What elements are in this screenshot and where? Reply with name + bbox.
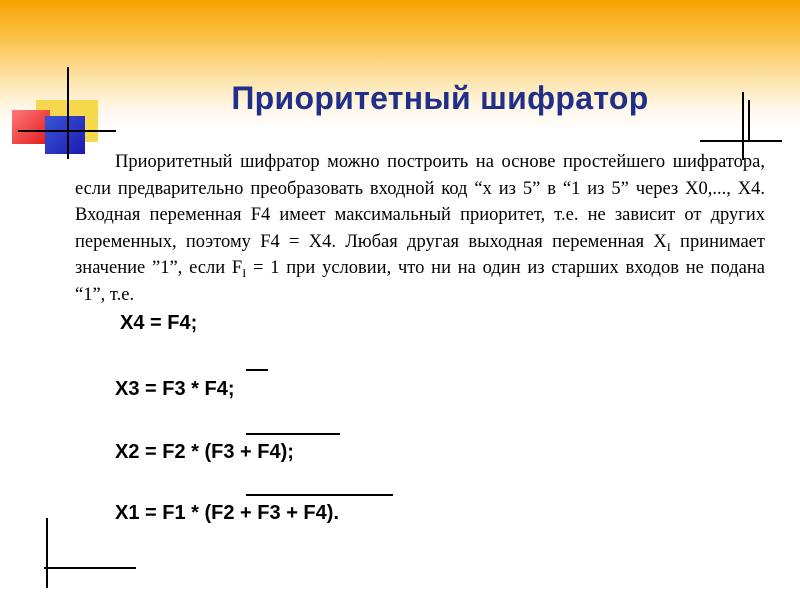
paragraph-text: принимает значение ”1”, если F (75, 231, 765, 278)
equation-x4 (120, 312, 197, 335)
equation-text: . (333, 502, 339, 524)
slide-title: Приоритетный шифратор (231, 80, 649, 116)
paragraph-text: Приоритетный шифратор можно построить на основе простейшего шифратора, если предварительно преобразовать входной код “x из 5” в “1 из 5” через X0,..., X4. Входная переменная F4 имеет максимальный приоритет, т.е. не зависит от других переменных, поэтому F4 = X4. Любая другая выходная переменная X (75, 152, 765, 252)
equation-text: ; (227, 378, 235, 400)
decor-line-vertical (46, 518, 48, 588)
negation-bar (246, 369, 268, 371)
decor-line-vertical (748, 100, 750, 140)
equation-text: X4 = F4; (120, 312, 198, 334)
decor-line-horizontal (18, 130, 116, 132)
negated-term: (F2 + F3 + F4) (204, 502, 334, 524)
decor-line-horizontal (44, 567, 136, 569)
negation-bar (246, 433, 340, 435)
negated-term: F4 (204, 378, 228, 400)
equation-text: ; (287, 441, 294, 463)
subscript-index: I (242, 266, 247, 280)
paragraph-text: = 1 при условии, что ни на один из старших входов не подана “1”, т.е. (75, 258, 765, 305)
equation-x2 (115, 441, 294, 464)
equation-text: X1 = F1 * (115, 502, 205, 524)
equation-text: X2 = F2 * (115, 441, 205, 463)
subscript-index: I (666, 239, 671, 254)
slide-body-paragraph (75, 149, 765, 308)
equation-x3 (115, 378, 235, 401)
equation-x1 (115, 502, 339, 525)
equation-text: X3 = F3 * (115, 378, 205, 400)
negated-term: (F3 + F4) (204, 441, 288, 463)
decor-line-horizontal (700, 140, 782, 142)
negation-bar (246, 494, 393, 496)
decor-line-vertical (67, 67, 69, 159)
